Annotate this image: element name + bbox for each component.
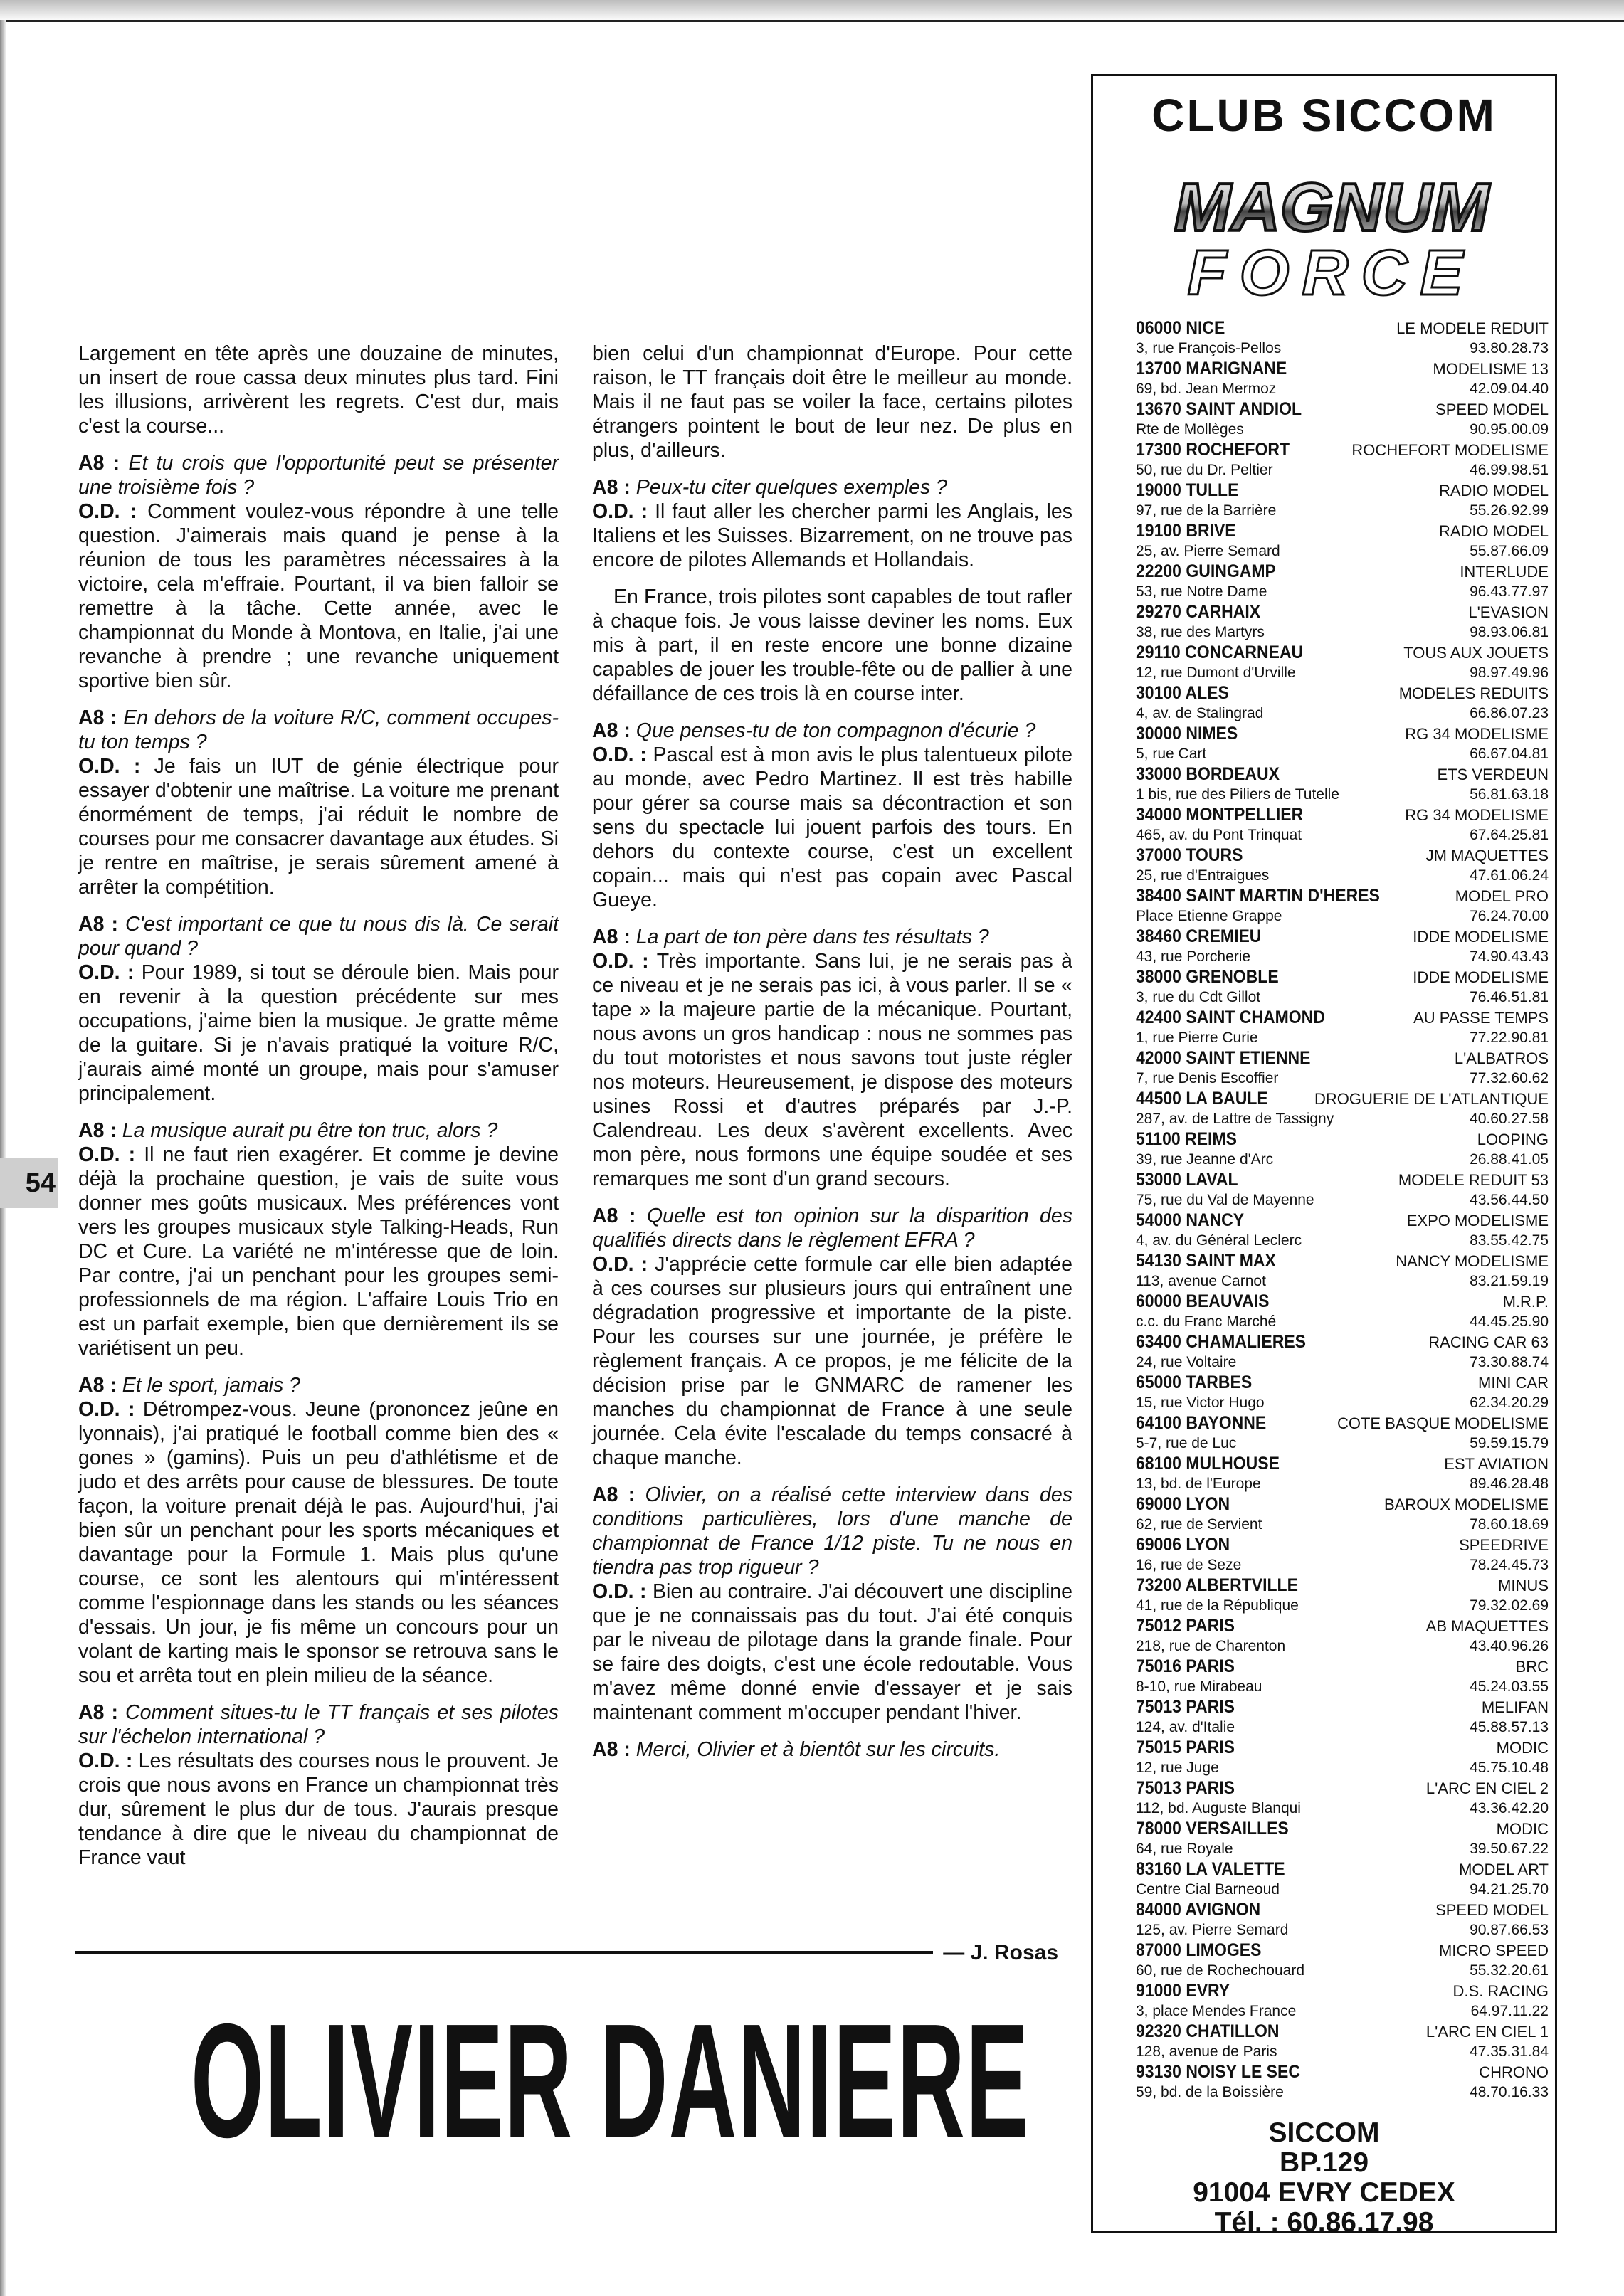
byline-rule xyxy=(75,1951,943,1954)
dealer-entry xyxy=(1136,926,1549,967)
dealer-entry xyxy=(1136,1819,1549,1859)
dealer-address: 50, rue du Dr. Peltier xyxy=(1136,462,1273,478)
dealer-city: 30100 ALES xyxy=(1136,683,1229,703)
dealer-phone: 64.97.11.22 xyxy=(1470,2003,1549,2019)
top-border xyxy=(0,0,1624,22)
dealer-entry xyxy=(1136,1251,1549,1291)
dealer-shop: MELIFAN xyxy=(1481,1698,1549,1716)
dealer-shop: RG 34 MODELISME xyxy=(1405,806,1549,824)
dealer-phone: 45.24.03.55 xyxy=(1470,1678,1549,1695)
dealer-phone: 83.55.42.75 xyxy=(1470,1232,1549,1249)
dealer-shop: MODIC xyxy=(1496,1820,1549,1838)
dealer-entry xyxy=(1136,1535,1549,1575)
dealer-address: 8-10, rue Mirabeau xyxy=(1136,1678,1262,1695)
question-label: A8 : xyxy=(592,476,631,499)
dealer-phone: 78.24.45.73 xyxy=(1470,1557,1549,1573)
question-text: Et tu crois que l'opportunité peut se présenter une troisième fois ? xyxy=(78,452,559,499)
siccom-address xyxy=(1093,2118,1555,2238)
dealer-phone: 45.75.10.48 xyxy=(1470,1760,1549,1776)
interview-exchange xyxy=(592,925,1072,1191)
dealer-phone: 40.60.27.58 xyxy=(1470,1111,1549,1127)
interview-exchange xyxy=(78,706,559,899)
dealer-phone: 55.87.66.09 xyxy=(1470,543,1549,559)
dealer-city: 65000 TARBES xyxy=(1136,1372,1253,1392)
answer-label: O.D. : xyxy=(78,755,141,778)
dealer-entry xyxy=(1136,1129,1549,1170)
dealer-entry xyxy=(1136,1372,1549,1413)
dealer-city: 34000 MONTPELLIER xyxy=(1136,805,1304,825)
address-name: SICCOM xyxy=(1268,2117,1380,2148)
dealer-city: 19100 BRIVE xyxy=(1136,521,1236,541)
dealer-phone: 47.35.31.84 xyxy=(1470,2043,1549,2060)
dealer-entry xyxy=(1136,2021,1549,2062)
dealer-address: 5, rue Cart xyxy=(1136,746,1207,762)
answer-text: Très importante. Sans lui, je ne serais pas à ce niveau et je ne serais pas ici, à vous parler. Il se « tape » la majeure partie de la mécanique. Pourtant, nous avons un gros handicap : nous ne sommes pas du tout motoristes et nous savons tout juste régler nos moteurs. Heureusement, je dispose des moteurs usines Rossi et d'autres préparés par J.-P. Calendreau. Les deux s'avèrent excellents. Avec mon père, nous formons une équipe soudée et ses remarques me sont d'un grand secours. xyxy=(592,950,1073,1190)
dealer-city: 91000 EVRY xyxy=(1136,1981,1230,2001)
dealer-shop: AB MAQUETTES xyxy=(1425,1617,1549,1635)
dealer-city: 75016 PARIS xyxy=(1136,1656,1235,1676)
dealer-entry xyxy=(1136,764,1549,805)
dealer-phone: 83.21.59.19 xyxy=(1470,1273,1549,1289)
dealer-shop: MINUS xyxy=(1498,1577,1549,1594)
dealer-address: 60, rue de Rochechouard xyxy=(1136,1962,1304,1979)
answer-text: Comment voulez-vous répondre à une telle question. J'aimerais mais quand je pense à la réunion de tous les paramètres nécessaires à la victoire, cela m'effraie. Pourtant, il va bien falloir se remettre à la tâche. Cette année, avec le championnat du Monde à Montova, en Italie, j'ai une revanche à prendre ; une revanche uniquement sportive bien sûr. xyxy=(78,500,559,692)
dealer-address: 1, rue Pierre Curie xyxy=(1136,1030,1258,1046)
dealer-shop: SPEEDRIVE xyxy=(1459,1536,1549,1554)
dealer-entry xyxy=(1136,642,1549,683)
dealer-address: 62, rue de Servient xyxy=(1136,1516,1262,1533)
dealer-city: 42000 SAINT ETIENNE xyxy=(1136,1048,1311,1068)
dealer-entry xyxy=(1136,1332,1549,1372)
question-text: Comment situes-tu le TT français et ses pilotes sur l'échelon international ? xyxy=(78,1701,559,1748)
dealer-entry xyxy=(1136,845,1549,886)
article-paragraph: Largement en tête après une douzaine de minutes, un insert de roue cassa deux minutes plus tard. Fini les illusions, arrivèrent les regrets. C'est dur, mais c'est la course... xyxy=(78,342,559,438)
dealer-phone: 94.21.25.70 xyxy=(1470,1881,1549,1898)
dealer-city: 06000 NICE xyxy=(1136,318,1225,338)
question-text: Olivier, on a réalisé cette interview dans des conditions particulières, lors d'une manche de championnat de France 1/12 piste. Tu ne nous en tiendra pas trop rigueur ? xyxy=(592,1483,1073,1579)
dealer-city: 13700 MARIGNANE xyxy=(1136,359,1287,379)
dealer-city: 87000 LIMOGES xyxy=(1136,1940,1262,1960)
dealer-address: 12, rue Juge xyxy=(1136,1760,1219,1776)
dealer-entry xyxy=(1136,2062,1549,2102)
dealer-shop: TOUS AUX JOUETS xyxy=(1403,644,1549,662)
dealer-entry xyxy=(1136,724,1549,764)
address-box: BP.129 xyxy=(1279,2147,1369,2178)
dealer-phone: 43.56.44.50 xyxy=(1470,1192,1549,1208)
dealer-address: 287, av. de Lattre de Tassigny xyxy=(1136,1111,1334,1127)
dealer-entry xyxy=(1136,1454,1549,1494)
dealer-city: 84000 AVIGNON xyxy=(1136,1900,1261,1920)
question-label: A8 : xyxy=(78,452,120,475)
dealer-entry xyxy=(1136,683,1549,724)
answer-label: O.D. : xyxy=(78,500,137,523)
dealer-address: 16, rue de Seze xyxy=(1136,1557,1242,1573)
dealer-shop: RG 34 MODELISME xyxy=(1405,725,1549,743)
interview-exchange xyxy=(592,1204,1072,1470)
dealer-shop: LOOPING xyxy=(1477,1131,1549,1148)
answer-label: O.D. : xyxy=(592,744,647,766)
dealer-city: 64100 BAYONNE xyxy=(1136,1413,1267,1433)
dealer-shop: COTE BASQUE MODELISME xyxy=(1336,1414,1549,1432)
dealer-city: 30000 NIMES xyxy=(1136,724,1238,744)
question-text: En dehors de la voiture R/C, comment occupes-tu ton temps ? xyxy=(78,707,559,753)
answer-label: O.D. : xyxy=(592,1253,648,1276)
dealer-city: 68100 MULHOUSE xyxy=(1136,1454,1280,1474)
dealer-shop: MINI CAR xyxy=(1478,1374,1549,1392)
dealer-city: 44500 LA BAULE xyxy=(1136,1089,1268,1109)
question-label: A8 : xyxy=(78,1119,117,1142)
answer-text: Bien au contraire. J'ai découvert une discipline que je ne connaissais pas du tout. J'ai été conquis par le niveau de pilotage dans la grande finale. Pour se faire des doigts, c'est une école redoutable. Vous m'avez même donné envie d'essayer et je sais maintenant comment m'occuper pendant l'hiver. xyxy=(592,1580,1073,1724)
dealer-address: Rte de Mollèges xyxy=(1136,421,1244,438)
dealer-city: 69000 LYON xyxy=(1136,1494,1230,1514)
interview-exchange xyxy=(78,1700,559,1870)
dealer-phone: 44.45.25.90 xyxy=(1470,1313,1549,1330)
dealer-phone: 43.36.42.20 xyxy=(1470,1800,1549,1816)
dealer-phone: 39.50.67.22 xyxy=(1470,1841,1549,1857)
question-text: Quelle est ton opinion sur la disparition des qualifiés directs dans le règlement EFRA ? xyxy=(592,1205,1073,1252)
dealer-phone: 62.34.20.29 xyxy=(1470,1395,1549,1411)
dealer-address: 25, rue d'Entraigues xyxy=(1136,867,1270,884)
answer-label: O.D. : xyxy=(78,1143,136,1166)
dealer-entry xyxy=(1136,318,1549,359)
logo-force-text: FORCE xyxy=(1187,238,1476,309)
logo-magnum-text: MAGNUM xyxy=(1174,169,1489,245)
dealer-phone: 76.24.70.00 xyxy=(1470,908,1549,924)
dealer-address: 75, rue du Val de Mayenne xyxy=(1136,1192,1314,1208)
dealer-city: 92320 CHATILLON xyxy=(1136,2021,1280,2041)
dealer-entry xyxy=(1136,399,1549,440)
dealer-address: 3, place Mendes France xyxy=(1136,2003,1297,2019)
dealer-entry xyxy=(1136,359,1549,399)
dealer-shop: RADIO MODEL xyxy=(1438,522,1549,540)
dealer-entry xyxy=(1136,1656,1549,1697)
dealer-address: 39, rue Jeanne d'Arc xyxy=(1136,1151,1274,1168)
dealer-address: 13, bd. de l'Europe xyxy=(1136,1476,1261,1492)
interview-exchange xyxy=(78,1118,559,1360)
address-phone: Tél. : 60.86.17.98 xyxy=(1214,2207,1434,2238)
dealer-city: 29110 CONCARNEAU xyxy=(1136,642,1304,662)
dealer-entry xyxy=(1136,1048,1549,1089)
interview-exchange xyxy=(78,912,559,1106)
dealer-entry xyxy=(1136,1291,1549,1332)
dealer-address: 41, rue de la République xyxy=(1136,1597,1299,1614)
dealer-address: 128, avenue de Paris xyxy=(1136,2043,1277,2060)
dealer-city: 78000 VERSAILLES xyxy=(1136,1819,1289,1839)
dealer-city: 42400 SAINT CHAMOND xyxy=(1136,1007,1325,1027)
dealer-entry xyxy=(1136,1981,1549,2021)
dealer-address: 1 bis, rue des Piliers de Tutelle xyxy=(1136,786,1339,803)
question-label: A8 : xyxy=(78,913,118,936)
dealer-entry xyxy=(1136,1413,1549,1454)
dealer-shop: INTERLUDE xyxy=(1460,563,1549,581)
dealer-shop: RADIO MODEL xyxy=(1438,482,1549,499)
dealer-phone: 77.22.90.81 xyxy=(1470,1030,1549,1046)
dealer-address: 3, rue du Cdt Gillot xyxy=(1136,989,1261,1005)
dealer-phone: 89.46.28.48 xyxy=(1470,1476,1549,1492)
dealer-entry xyxy=(1136,1575,1549,1616)
dealer-city: 38000 GRENOBLE xyxy=(1136,967,1279,987)
answer-label: O.D. : xyxy=(78,1750,133,1772)
dealer-phone: 79.32.02.69 xyxy=(1470,1597,1549,1614)
dealer-city: 75015 PARIS xyxy=(1136,1737,1235,1757)
dealer-entry xyxy=(1136,440,1549,480)
dealer-city: 75012 PARIS xyxy=(1136,1616,1235,1636)
question-label: A8 : xyxy=(78,1701,118,1724)
dealer-phone: 76.46.51.81 xyxy=(1470,989,1549,1005)
article-paragraph: En France, trois pilotes sont capables de tout rafler à chaque fois. Je vous laisse deviner les noms. Eux mis à part, il en reste encore une bonne dizaine capables de jouer les trouble-fête ou de pallier à une défaillance de ces trois là en course inter. xyxy=(592,586,1072,705)
dealer-shop: MODEL PRO xyxy=(1455,887,1549,905)
interview-exchange xyxy=(592,1483,1072,1725)
dealer-phone: 59.59.15.79 xyxy=(1470,1435,1549,1451)
dealer-shop: ETS VERDEUN xyxy=(1437,766,1549,783)
dealer-shop: CHRONO xyxy=(1479,2063,1549,2081)
club-title: CLUB SICCOM xyxy=(1151,90,1497,141)
dealer-shop: SPEED MODEL xyxy=(1435,401,1549,418)
answer-text: J'apprécie cette formule car elle bien adaptée à ces courses sur plusieurs jours qui entraînent une dégradation progressive et importante de la piste. Pour les courses sur une journée, je préfère le règlement français. A ce propos, je me félicite de la décision prise par le GNMARC de ramener les manches du championnat de France à une seule journée. Cela évite l'escalade du temps consacré à chaque manche. xyxy=(592,1253,1072,1469)
dealer-shop: IDDE MODELISME xyxy=(1413,968,1549,986)
dealer-address: 25, av. Pierre Semard xyxy=(1136,543,1280,559)
dealer-shop: BAROUX MODELISME xyxy=(1383,1496,1549,1513)
dealer-phone: 43.40.96.26 xyxy=(1470,1638,1549,1654)
dealer-address: 4, av. de Stalingrad xyxy=(1136,705,1264,721)
dealer-phone: 66.86.07.23 xyxy=(1470,705,1549,721)
dealer-shop: MODELE REDUIT 53 xyxy=(1398,1171,1549,1189)
dealer-phone: 98.93.06.81 xyxy=(1470,624,1549,640)
dealer-phone: 55.32.20.61 xyxy=(1470,1962,1549,1979)
dealer-entry xyxy=(1136,1900,1549,1940)
dealer-phone: 90.95.00.09 xyxy=(1470,421,1549,438)
dealer-entry xyxy=(1136,1859,1549,1900)
dealer-phone: 77.32.60.62 xyxy=(1470,1070,1549,1086)
dealer-shop: L'ARC EN CIEL 1 xyxy=(1425,2023,1549,2041)
dealer-entry xyxy=(1136,886,1549,926)
dealer-entry xyxy=(1136,967,1549,1007)
answer-label: O.D. : xyxy=(592,1580,647,1603)
dealer-shop: MODIC xyxy=(1496,1739,1549,1757)
answer-text: Pour 1989, si tout se déroule bien. Mais pour en revenir à la question précédente sur mes occupations, j'aime bien la musique. Je gratte même de la guitare. Si je n'avais pratiqué la voiture R/C, j'aurais aimé monté un groupe, mais pour s'amuser principalement. xyxy=(78,961,559,1105)
dealer-address: 112, bd. Auguste Blanqui xyxy=(1136,1800,1301,1816)
dealer-shop: LE MODELE REDUIT xyxy=(1396,319,1549,337)
dealer-shop: DROGUERIE DE L'ATLANTIQUE xyxy=(1314,1090,1549,1108)
dealer-phone: 46.99.98.51 xyxy=(1470,462,1549,478)
dealer-address: 3, rue François-Pellos xyxy=(1136,340,1282,356)
dealer-city: 19000 TULLE xyxy=(1136,480,1239,500)
dealer-shop: M.R.P. xyxy=(1502,1293,1549,1311)
dealer-address: 59, bd. de la Boissière xyxy=(1136,2084,1284,2100)
question-label: A8 : xyxy=(78,1374,117,1397)
answer-label: O.D. : xyxy=(78,961,135,984)
dealer-shop: JM MAQUETTES xyxy=(1425,847,1549,864)
question-text: Peux-tu citer quelques exemples ? xyxy=(636,476,948,499)
dealer-entry xyxy=(1136,1210,1549,1251)
dealer-city: 22200 GUINGAMP xyxy=(1136,561,1276,581)
dealer-phone: 56.81.63.18 xyxy=(1470,786,1549,803)
dealer-address: 218, rue de Charenton xyxy=(1136,1638,1286,1654)
dealer-phone: 73.30.88.74 xyxy=(1470,1354,1549,1370)
interview-exchange xyxy=(592,475,1072,572)
dealer-address: 24, rue Voltaire xyxy=(1136,1354,1237,1370)
dealer-phone: 42.09.04.40 xyxy=(1470,381,1549,397)
dealer-address: c.c. du Franc Marché xyxy=(1136,1313,1277,1330)
dealer-city: 54000 NANCY xyxy=(1136,1210,1245,1230)
dealer-city: 51100 REIMS xyxy=(1136,1129,1237,1149)
dealer-entry xyxy=(1136,480,1549,521)
dealer-phone: 45.88.57.13 xyxy=(1470,1719,1549,1735)
dealer-entry xyxy=(1136,1089,1549,1129)
dealer-entry xyxy=(1136,1940,1549,1981)
interview-exchange xyxy=(592,1737,1072,1762)
dealer-address: Place Etienne Grappe xyxy=(1136,908,1282,924)
dealer-phone: 26.88.41.05 xyxy=(1470,1151,1549,1168)
question-text: C'est important ce que tu nous dis là. Ce serait pour quand ? xyxy=(78,913,559,960)
dealer-phone: 90.87.66.53 xyxy=(1470,1922,1549,1938)
dealer-entry xyxy=(1136,521,1549,561)
dealer-address: 43, rue Porcherie xyxy=(1136,948,1251,965)
answer-text: Détrompez-vous. Jeune (prononcez jeûne en lyonnais), j'ai pratiqué le football comme bien des « gones » (gamins). Puis un peu d'athlétisme et de judo et des arrêts pour cause de blessures. De toute façon, la voiture prenait déjà le pas. Aujourd'hui, j'ai bien sûr un penchant pour les sports mécaniques et davantage pour la Formule 1. Mais plus qu'une course, ce sont les alentours qui m'intéressent comme l'espionnage dans les stands ou les séances d'essais. Un jour, je fis même un concours pour un volant de karting mais le sponsor se retrouva sans le sou et arrêta tout en plein milieu de la séance. xyxy=(78,1398,559,1687)
question-text: La part de ton père dans tes résultats ? xyxy=(636,926,989,948)
dealer-shop: MODEL ART xyxy=(1459,1861,1549,1878)
dealer-city: 53000 LAVAL xyxy=(1136,1170,1238,1190)
dealer-city: 37000 TOURS xyxy=(1136,845,1243,865)
dealer-phone: 74.90.43.43 xyxy=(1470,948,1549,965)
dealer-entry xyxy=(1136,561,1549,602)
page-number: 54 xyxy=(0,1158,58,1208)
question-text: Merci, Olivier et à bientôt sur les circuits. xyxy=(636,1738,1001,1761)
article-paragraph: bien celui d'un championnat d'Europe. Pour cette raison, le TT français doit être le meilleur au monde. Mais il ne faut pas se voiler la face, certains pilotes étrangers pointent le bout de leur nez. De plus en plus, d'ailleurs. xyxy=(592,342,1072,462)
answer-text: Pascal est à mon avis le plus talentueux pilote au monde, avec Pedro Martinez. Il est très habille pour gérer sa course mais sa décontraction et son sens du spectacle lui jouent parfois des tours. En dehors du contexte course, c'est un excellent copain... mais qui n'est pas copain avec Pascal Gueye. xyxy=(592,744,1073,911)
dealer-entry xyxy=(1136,1697,1549,1737)
dealer-shop: NANCY MODELISME xyxy=(1396,1252,1549,1270)
dealer-shop: D.S. RACING xyxy=(1452,1982,1549,2000)
dealer-city: 69006 LYON xyxy=(1136,1535,1230,1555)
dealer-shop: L'ALBATROS xyxy=(1454,1049,1549,1067)
interview-exchange xyxy=(78,1373,559,1688)
question-label: A8 : xyxy=(592,1738,631,1761)
dealer-address: 5-7, rue de Luc xyxy=(1136,1435,1237,1451)
answer-text: Je fais un IUT de génie électrique pour essayer d'obtenir une maîtrise. La voiture me prenant énormément de temps, j'ai réduit le nombre de courses pour me consacrer davantage aux études. Si je rentre en maîtrise, je serais sûrement amené à arrêter la compétition. xyxy=(78,755,559,899)
dealer-city: 38460 CREMIEU xyxy=(1136,926,1262,946)
dealer-shop: IDDE MODELISME xyxy=(1413,928,1549,946)
dealer-address: 64, rue Royale xyxy=(1136,1841,1233,1857)
dealer-city: 75013 PARIS xyxy=(1136,1778,1235,1798)
dealer-shop: EST AVIATION xyxy=(1444,1455,1549,1473)
interview-exchange xyxy=(78,451,559,693)
dealer-address: 69, bd. Jean Mermoz xyxy=(1136,381,1277,397)
dealer-entry xyxy=(1136,1778,1549,1819)
dealer-city: 29270 CARHAIX xyxy=(1136,602,1261,622)
dealer-entry xyxy=(1136,1737,1549,1778)
address-city: 91004 EVRY CEDEX xyxy=(1193,2177,1455,2208)
dealer-entry xyxy=(1136,1616,1549,1656)
dealer-phone: 98.97.49.96 xyxy=(1470,665,1549,681)
dealer-phone: 67.64.25.81 xyxy=(1470,827,1549,843)
dealer-entry xyxy=(1136,805,1549,845)
dealer-city: 17300 ROCHEFORT xyxy=(1136,440,1290,460)
dealer-address: 113, avenue Carnot xyxy=(1136,1273,1266,1289)
answer-text: Les résultats des courses nous le prouvent. Je crois que nous avons en France un championnat très dur, sûrement le plus dur de tous. J'aurais presque tendance à dire que le niveau du championnat de France vaut xyxy=(78,1750,559,1869)
question-label: A8 : xyxy=(592,1483,636,1506)
dealer-city: 73200 ALBERTVILLE xyxy=(1136,1575,1298,1595)
answer-label: O.D. : xyxy=(592,500,648,523)
dealer-address: 465, av. du Pont Trinquat xyxy=(1136,827,1302,843)
question-text: La musique aurait pu être ton truc, alors ? xyxy=(122,1119,498,1142)
dealer-phone: 78.60.18.69 xyxy=(1470,1516,1549,1533)
dealer-city: 83160 LA VALETTE xyxy=(1136,1859,1285,1879)
answer-label: O.D. : xyxy=(78,1398,135,1421)
dealer-phone: 66.67.04.81 xyxy=(1470,746,1549,762)
dealer-address: 15, rue Victor Hugo xyxy=(1136,1395,1265,1411)
dealer-shop: L'EVASION xyxy=(1468,603,1549,621)
dealer-shop: EXPO MODELISME xyxy=(1406,1212,1549,1229)
question-text: Et le sport, jamais ? xyxy=(122,1374,301,1397)
dealer-shop: AU PASSE TEMPS xyxy=(1413,1009,1549,1027)
dealer-shop: MODELISME 13 xyxy=(1433,360,1549,378)
dealer-city: 93130 NOISY LE SEC xyxy=(1136,2062,1300,2082)
answer-text: Il ne faut rien exagérer. Et comme je devine déjà la prochaine question, je vais de suite vous donner mes goûts musicaux. Mes préférences vont vers les groupes musicaux style Talking-Heads, Run DC et Cure. La variété ne m'intéresse que de loin. Par contre, j'ai un penchant pour les groupes semi-professionnels de ma région. L'affaire Louis Trio en est un parfait exemple, bien que dernièrement ils se variétisent un peu. xyxy=(78,1143,559,1360)
dealer-city: 60000 BEAUVAIS xyxy=(1136,1291,1270,1311)
interview-exchange xyxy=(592,719,1072,912)
dealer-phone: 48.70.16.33 xyxy=(1470,2084,1549,2100)
question-text: Que penses-tu de ton compagnon d'écurie ? xyxy=(636,719,1036,742)
dealer-city: 13670 SAINT ANDIOL xyxy=(1136,399,1302,419)
dealer-shop: MODELES REDUITS xyxy=(1398,684,1549,702)
dealer-shop: RACING CAR 63 xyxy=(1428,1333,1549,1351)
answer-text: Il faut aller les chercher parmi les Anglais, les Italiens et les Suisses. Bizarrement, on ne trouve pas encore de pilotes Allemands et Hollandais. xyxy=(592,500,1072,571)
dealer-entry xyxy=(1136,1170,1549,1210)
dealer-city: 54130 SAINT MAX xyxy=(1136,1251,1276,1271)
dealer-city: 63400 CHAMALIERES xyxy=(1136,1332,1307,1352)
dealer-shop: MICRO SPEED xyxy=(1438,1942,1549,1959)
dealer-phone: 96.43.77.97 xyxy=(1470,583,1549,600)
question-label: A8 : xyxy=(592,1205,636,1227)
dealer-city: 33000 BORDEAUX xyxy=(1136,764,1280,784)
dealer-list xyxy=(1136,318,1549,2102)
dealer-phone: 55.26.92.99 xyxy=(1470,502,1549,519)
dealer-address: Centre Cial Barneoud xyxy=(1136,1881,1280,1898)
dealer-address: 12, rue Dumont d'Urville xyxy=(1136,665,1296,681)
dealer-entry xyxy=(1136,1007,1549,1048)
dealer-shop: SPEED MODEL xyxy=(1435,1901,1549,1919)
dealer-address: 53, rue Notre Dame xyxy=(1136,583,1267,600)
dealer-address: 38, rue des Martyrs xyxy=(1136,624,1265,640)
dealer-address: 124, av. d'Italie xyxy=(1136,1719,1235,1735)
dealer-city: 38400 SAINT MARTIN D'HERES xyxy=(1136,886,1380,906)
question-label: A8 : xyxy=(592,719,631,742)
answer-label: O.D. : xyxy=(592,950,649,973)
dealer-address: 125, av. Pierre Semard xyxy=(1136,1922,1289,1938)
dealer-phone: 93.80.28.73 xyxy=(1470,340,1549,356)
article-column-2 xyxy=(592,342,1072,1774)
dealer-address: 4, av. du Général Leclerc xyxy=(1136,1232,1302,1249)
dealer-shop: ROCHEFORT MODELISME xyxy=(1351,441,1549,459)
dealer-entry xyxy=(1136,1494,1549,1535)
dealer-address: 97, rue de la Barrière xyxy=(1136,502,1277,519)
dealer-address: 7, rue Denis Escoffier xyxy=(1136,1070,1279,1086)
headline: OLIVIER DANIERE xyxy=(191,1991,1030,2171)
dealer-entry xyxy=(1136,602,1549,642)
dealer-city: 75013 PARIS xyxy=(1136,1697,1235,1717)
club-siccom-sidebar xyxy=(1091,74,1557,2238)
author-byline: — J. Rosas xyxy=(933,1941,1058,1965)
dealer-shop: BRC xyxy=(1515,1658,1549,1676)
dealer-phone: 47.61.06.24 xyxy=(1470,867,1549,884)
question-label: A8 : xyxy=(592,926,631,948)
dealer-shop: L'ARC EN CIEL 2 xyxy=(1425,1779,1549,1797)
question-label: A8 : xyxy=(78,707,117,729)
article-column-1 xyxy=(78,342,559,1883)
